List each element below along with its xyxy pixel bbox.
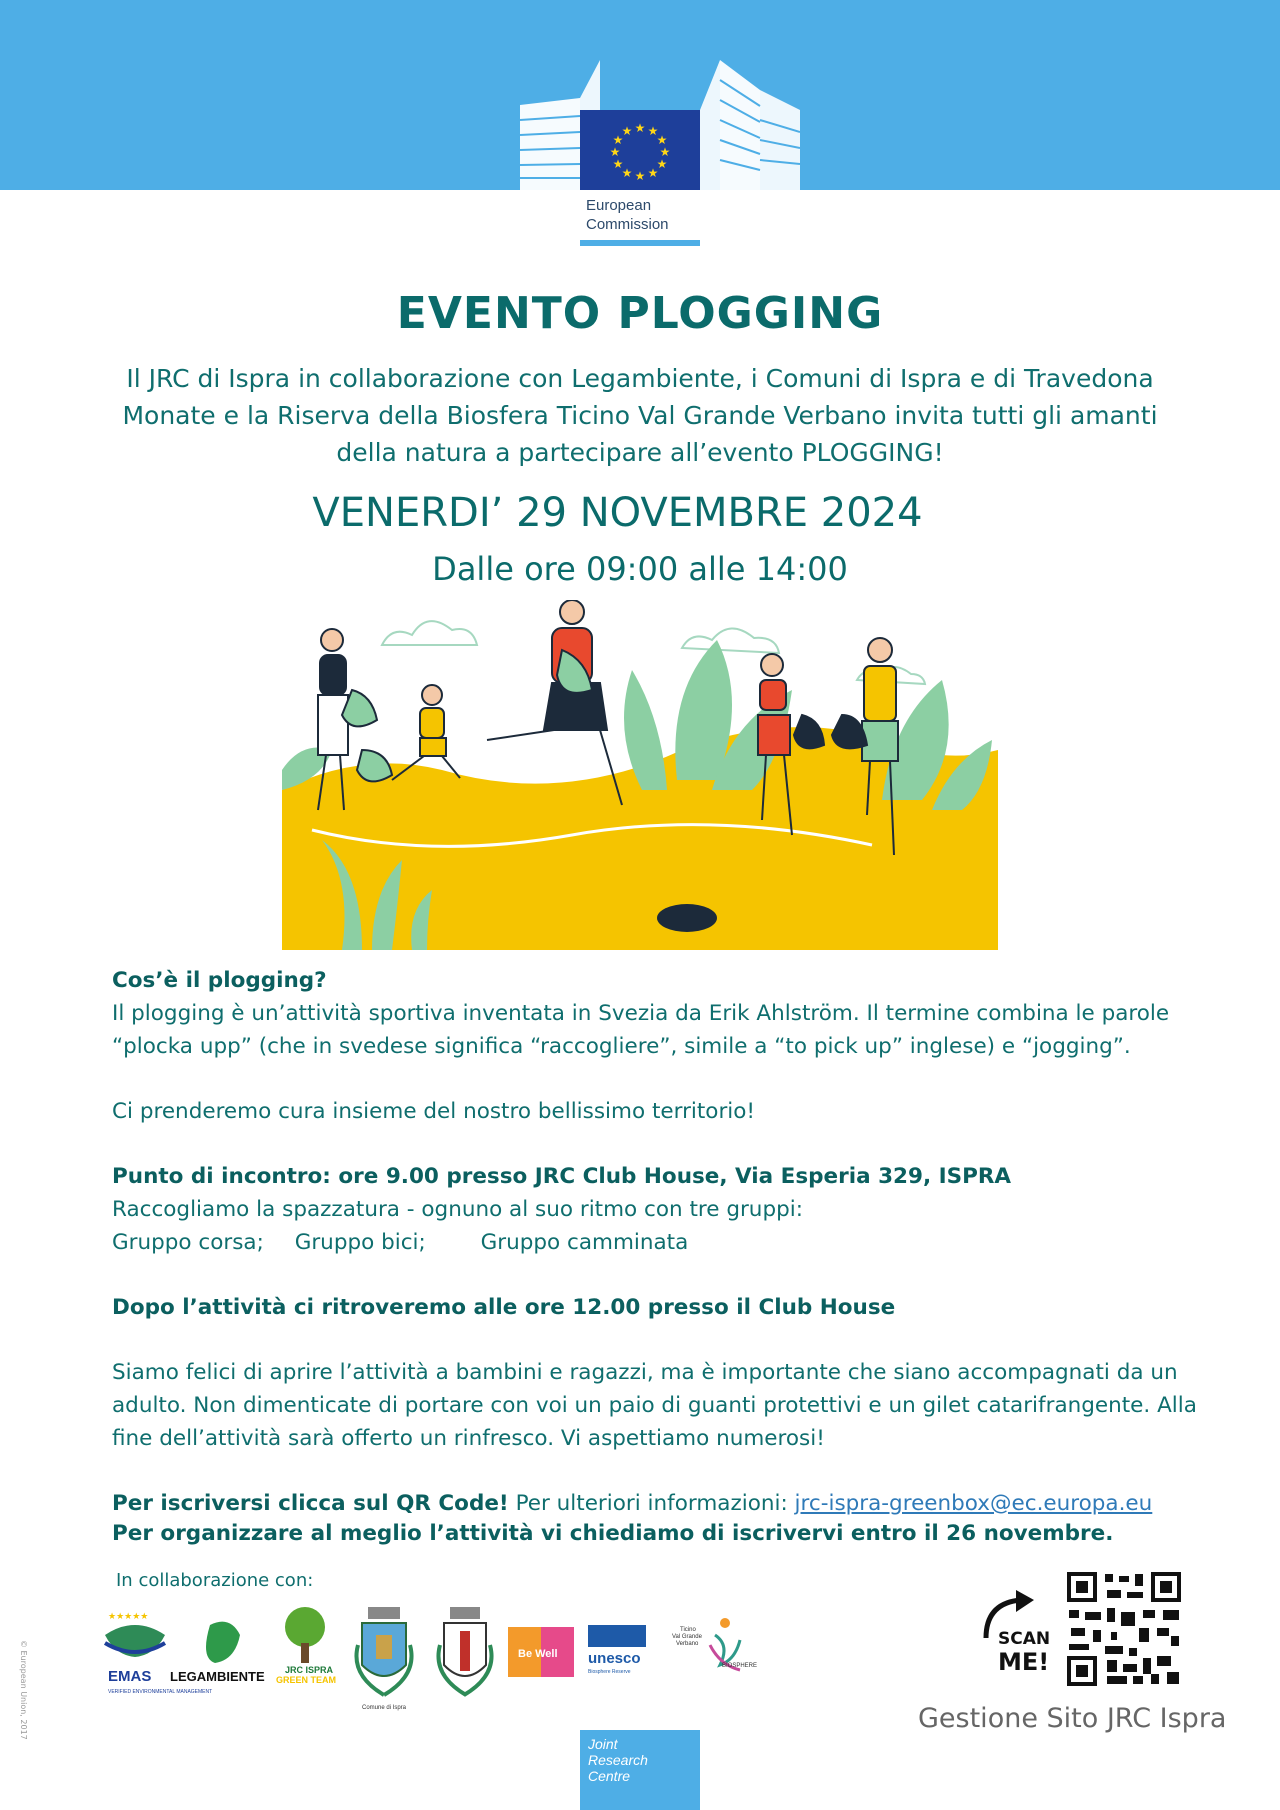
qr-code-icon — [1067, 1572, 1181, 1686]
eu-flag — [580, 110, 700, 190]
ticino-biosphere-logo — [672, 1618, 757, 1670]
partner-logos-icon — [100, 1605, 780, 1725]
care-text: Ci prenderemo cura insieme del nostro bellissimo territorio! — [112, 1099, 756, 1124]
scan-me-badge — [976, 1588, 1056, 1678]
logo-text — [586, 196, 669, 234]
jrc-line3: Centre — [588, 1768, 631, 1784]
svg-text:★: ★ — [634, 169, 646, 183]
side-credit: © European Union, 2017 — [19, 1640, 28, 1740]
group-bici: Gruppo bici; — [294, 1230, 426, 1255]
event-hours: Dalle ore 09:00 alle 14:00 — [432, 550, 848, 588]
svg-text:★: ★ — [634, 121, 646, 135]
email-link[interactable]: jrc-ispra-greenbox@ec.europa.eu — [794, 1491, 1153, 1516]
signup-info: Per ulteriori informazioni: — [508, 1491, 795, 1516]
jrc-footer-text — [588, 1736, 648, 1784]
group-corsa: Gruppo corsa; — [112, 1230, 264, 1255]
plogging-illustration — [282, 600, 998, 950]
collab-label: In collaborazione con: — [116, 1570, 314, 1591]
travedona-crest — [438, 1607, 491, 1695]
svg-text:★: ★ — [647, 166, 659, 180]
signup-line — [112, 1487, 1212, 1520]
svg-text:★: ★ — [609, 145, 621, 159]
jrc-green-team-logo — [276, 1607, 336, 1685]
content-body — [112, 964, 1212, 1548]
after-heading: Dopo l’attività ci ritroveremo alle ore 12.00 presso il Club House — [112, 1295, 896, 1320]
svg-text:SCAN: SCAN — [998, 1629, 1051, 1649]
page-title: EVENTO PLOGGING — [396, 288, 884, 339]
svg-text:★: ★ — [612, 157, 624, 171]
svg-text:BIOSPHERE: BIOSPHERE — [722, 1663, 758, 1669]
logo-text-line1: European — [586, 197, 652, 214]
logo-text-line2: Commission — [586, 216, 669, 233]
svg-text:LEGAMBIENTE: LEGAMBIENTE — [170, 1669, 265, 1684]
group-camminata: Gruppo camminata — [480, 1230, 689, 1255]
svg-text:unesco: unesco — [588, 1650, 641, 1667]
svg-text:Val Grande: Val Grande — [672, 1634, 702, 1640]
unesco-logo — [588, 1625, 646, 1675]
svg-text:★: ★ — [621, 166, 633, 180]
meeting-text: Raccogliamo la spazzatura - ognuno al suo ritmo con tre gruppi: — [112, 1197, 803, 1222]
groups-list — [112, 1226, 1212, 1259]
svg-text:★: ★ — [647, 124, 659, 138]
qr-code[interactable] — [1067, 1572, 1181, 1686]
legambiente-logo — [170, 1622, 265, 1684]
gestione-label: Gestione Sito JRC Ispra — [918, 1703, 1227, 1734]
jrc-line1: Joint — [588, 1736, 618, 1752]
partner-logos — [100, 1605, 780, 1725]
runners-illustration-icon — [282, 600, 998, 950]
comune-ispra-crest — [356, 1607, 411, 1711]
svg-text:EMAS: EMAS — [108, 1668, 152, 1685]
svg-text:★: ★ — [656, 157, 668, 171]
svg-text:★: ★ — [621, 124, 633, 138]
intro-text: Il JRC di Ispra in collaborazione con Legambiente, i Comuni di Ispra e di Travedona Monate e la Riserva della Biosfera Ticino Val Grande Verbano invita tutti gli amanti della natura a partecipare all’evento PLOGGING! — [122, 364, 1158, 467]
svg-text:★: ★ — [656, 133, 668, 147]
svg-text:★: ★ — [612, 133, 624, 147]
european-commission-logo — [520, 50, 800, 250]
event-date: VENERDI’ 29 NOVEMBRE 2024 — [312, 490, 923, 536]
svg-text:★: ★ — [659, 145, 671, 159]
signup-bold: Per iscriversi clicca sul QR Code! — [112, 1491, 509, 1516]
svg-text:VERIFIED ENVIRONMENTAL MANAGEM: VERIFIED ENVIRONMENTAL MANAGEMENT — [108, 1689, 213, 1695]
kids-text: Siamo felici di aprire l’attività a bambini e ragazzi, ma è importante che siano accompagnati da un adulto. Non dimenticate di portare con voi un paio di guanti protettivi e un gilet catarifrangente. Alla fine dell’attività sarà offerto un rinfresco. Vi aspettiamo numerosi! — [112, 1360, 1197, 1451]
signup-deadline: Per organizzare al meglio l’attività vi chiediamo di iscrivervi entro il 26 novembre. — [112, 1521, 1114, 1546]
bewell-logo — [508, 1627, 574, 1677]
svg-text:Biosphere Reserve: Biosphere Reserve — [588, 1669, 631, 1675]
jrc-footer-box — [580, 1730, 700, 1810]
what-text: Il plogging è un’attività sportiva inventata in Svezia da Erik Ahlström. Il termine combina le parole “plocka upp” (che in svedese significa “raccogliere”, simile a “to pick up” inglese) e “jogging”. — [112, 1001, 1170, 1059]
jrc-line2: Research — [588, 1752, 648, 1768]
logo-underline — [580, 240, 700, 246]
eu-stars-icon — [580, 110, 700, 190]
svg-text:GREEN TEAM: GREEN TEAM — [276, 1675, 337, 1685]
scan-arrow-icon — [976, 1588, 1056, 1678]
svg-text:Verbano: Verbano — [676, 1641, 699, 1647]
meeting-heading: Punto di incontro: ore 9.00 presso JRC Club House, Via Esperia 329, ISPRA — [112, 1164, 1012, 1189]
svg-text:Ticino: Ticino — [680, 1627, 696, 1633]
svg-text:JRC ISPRA: JRC ISPRA — [285, 1665, 334, 1675]
svg-text:ME!: ME! — [998, 1648, 1050, 1676]
svg-text:★★★★★: ★★★★★ — [108, 1612, 149, 1622]
svg-text:Comune di Ispra: Comune di Ispra — [362, 1705, 407, 1711]
what-heading: Cos’è il plogging? — [112, 968, 327, 993]
svg-text:Be Well: Be Well — [518, 1648, 558, 1660]
